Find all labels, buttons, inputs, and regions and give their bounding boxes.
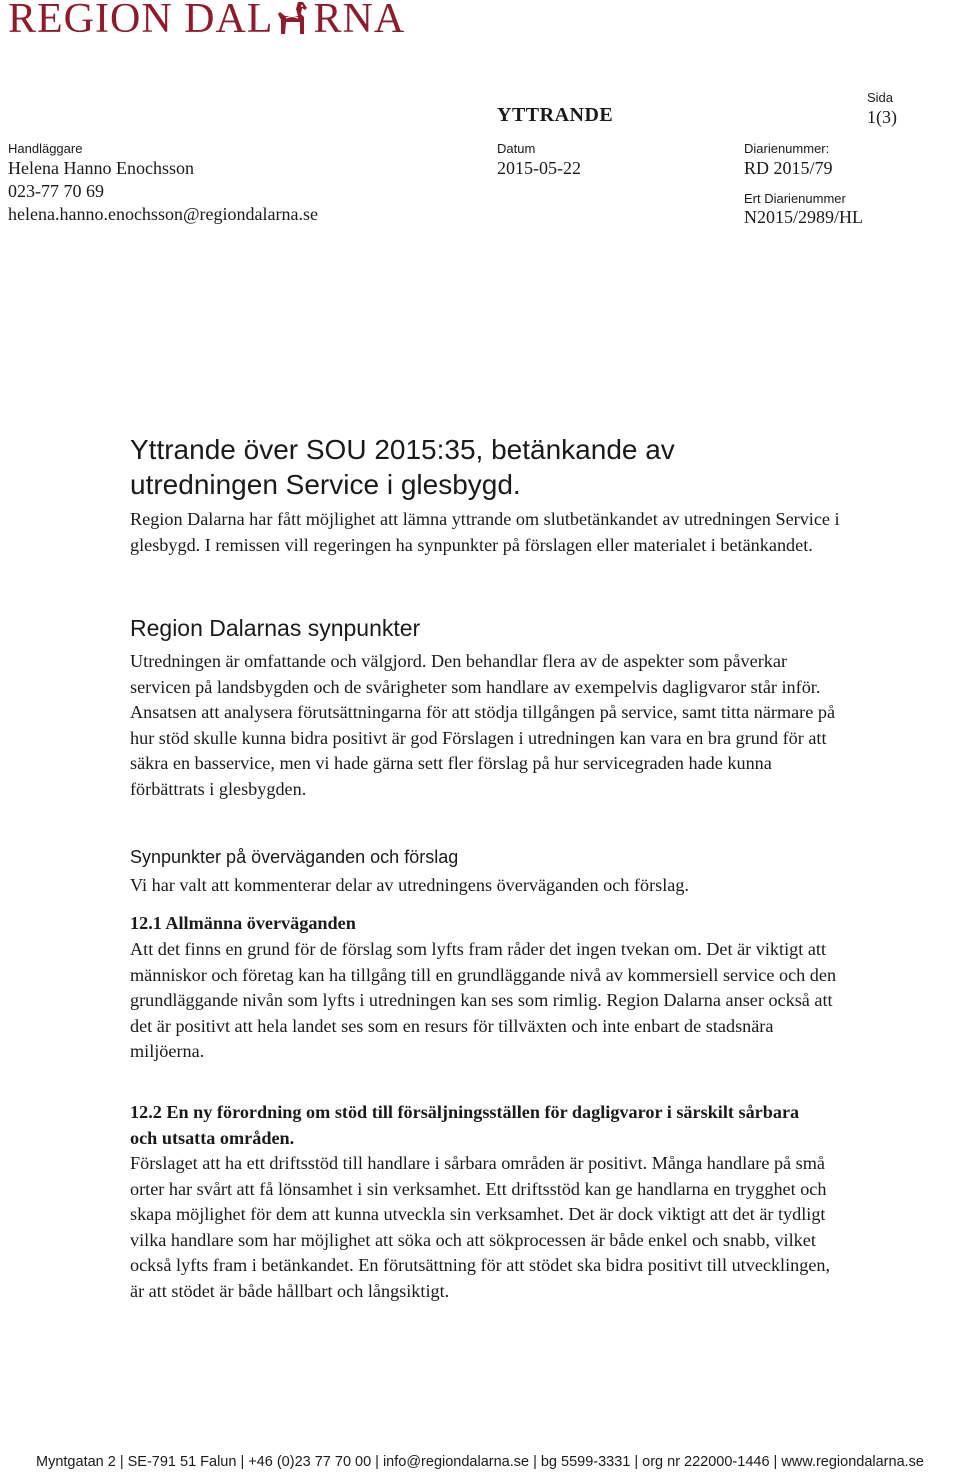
title-line-2: utredningen Service i glesbygd. xyxy=(130,469,521,500)
subsection-heading-12-1: 12.1 Allmänna överväganden xyxy=(130,913,356,933)
footer-phone: +46 (0)23 77 70 00 xyxy=(248,1454,372,1470)
handler-label: Handläggare xyxy=(8,141,83,156)
footer-org-number: org nr 222000-1446 xyxy=(642,1454,770,1470)
handler-phone: 023-77 70 69 xyxy=(8,181,104,201)
date-label: Datum xyxy=(497,141,536,156)
subsection-heading-12-2: 12.2 En ny förordning om stöd till försäljningsställen för dagligvaror i särskilt sårbara och utsatta områden. xyxy=(130,1102,800,1148)
footer-email: info@regiondalarna.se xyxy=(382,1454,530,1470)
section-overvaganden-paragraph: Vi har valt att kommenterar delar av utredningens överväganden och förslag. xyxy=(130,875,689,895)
dala-horse-icon xyxy=(274,0,312,48)
section-heading-overvaganden: Synpunkter på överväganden och förslag xyxy=(130,847,459,867)
section-synpunkter-paragraph: Utredningen är omfattande och välgjord. Den behandlar flera av de aspekter som påverkar servicen på landsbygden och de svårigheter som handlare av exempelvis dagligvaror står inför. Ansatsen att analysera förutsättningarna för att stödja tillgången på service, samt titta närmare på hur stöd skulle kunna bidra positivt är god Förslagen i utredningen kan vara en bra grund för att säkra en basservice, men vi hade gärna sett fler förslag på hur servicegraden hade kunna förbättrats i glesbygden. xyxy=(130,651,836,799)
diarie-label: Diarienummer: xyxy=(744,141,830,156)
footer-website: www.regiondalarna.se xyxy=(781,1454,924,1470)
ert-diarie-label: Ert Diarienummer xyxy=(744,191,846,206)
page-title xyxy=(130,432,850,502)
logo-text-left: REGION DAL xyxy=(8,0,274,42)
page-label: Sida xyxy=(867,90,894,105)
handler-name: Helena Hanno Enochsson xyxy=(8,158,194,178)
diarie-number: RD 2015/79 xyxy=(744,158,833,178)
intro-paragraph: Region Dalarna har fått möjlighet att lämna yttrande om slutbetänkandet av utredningen Service i glesbygd. I remissen vill regeringen ha synpunkter på förslagen eller materialet i betänkandet. xyxy=(130,509,840,555)
region-dalarna-logo xyxy=(8,0,405,48)
date-value: 2015-05-22 xyxy=(497,158,581,178)
page-number: 1(3) xyxy=(867,107,897,127)
logo-text-right: RNA xyxy=(313,0,406,42)
footer-bankgiro: bg 5599-3331 xyxy=(540,1454,631,1470)
title-line-1: Yttrande över SOU 2015:35, betänkande av xyxy=(130,434,675,465)
subsection-12-2-paragraph: Förslaget att ha ett driftsstöd till handlare i sårbara områden är positivt. Många handlare på små orter har svårt att få lönsamhet i sin verksamhet. Ett driftsstöd kan ge handlarna en trygghet och skapa möjlighet för dem att kunna utveckla sin verksamhet. Det är dock viktigt att det är tydligt vilka handlare som har möjlighet att söka och att sökprocessen är både enkel och snabb, vilket också lyfts fram i betänkandet. En förutsättning för att stödet ska bidra positivt till utvecklingen, är att stödet är både hållbart och långsiktigt. xyxy=(130,1153,831,1301)
footer-postal: SE-791 51 Falun xyxy=(127,1454,237,1470)
document-type: YTTRANDE xyxy=(497,104,614,126)
section-heading-synpunkter: Region Dalarnas synpunkter xyxy=(130,615,421,641)
footer-address: Myntgatan 2 xyxy=(36,1454,116,1470)
subsection-12-1-paragraph: Att det finns en grund för de förslag som lyfts fram råder det ingen tvekan om. Det är viktigt att människor och företag kan ha tillgång till en grundläggande nivå av kommersiell service och den grundläggande nivån som lyfts i utredningen kan ses som rimlig. Region Dalarna anser också att det är positivt att hela landet ses som en resurs för tillväxten och inte enbart de stadsnära miljöerna. xyxy=(130,939,837,1062)
ert-diarie-number: N2015/2989/HL xyxy=(744,207,863,227)
page-footer: Myntgatan 2 | SE-791 51 Falun | +46 (0)23 77 70 00 | info@regiondalarna.se | bg 5599-3331 | org nr 222000-1446 | www.regiondalarna.se xyxy=(36,1454,924,1470)
handler-email: helena.hanno.enochsson@regiondalarna.se xyxy=(8,204,318,224)
